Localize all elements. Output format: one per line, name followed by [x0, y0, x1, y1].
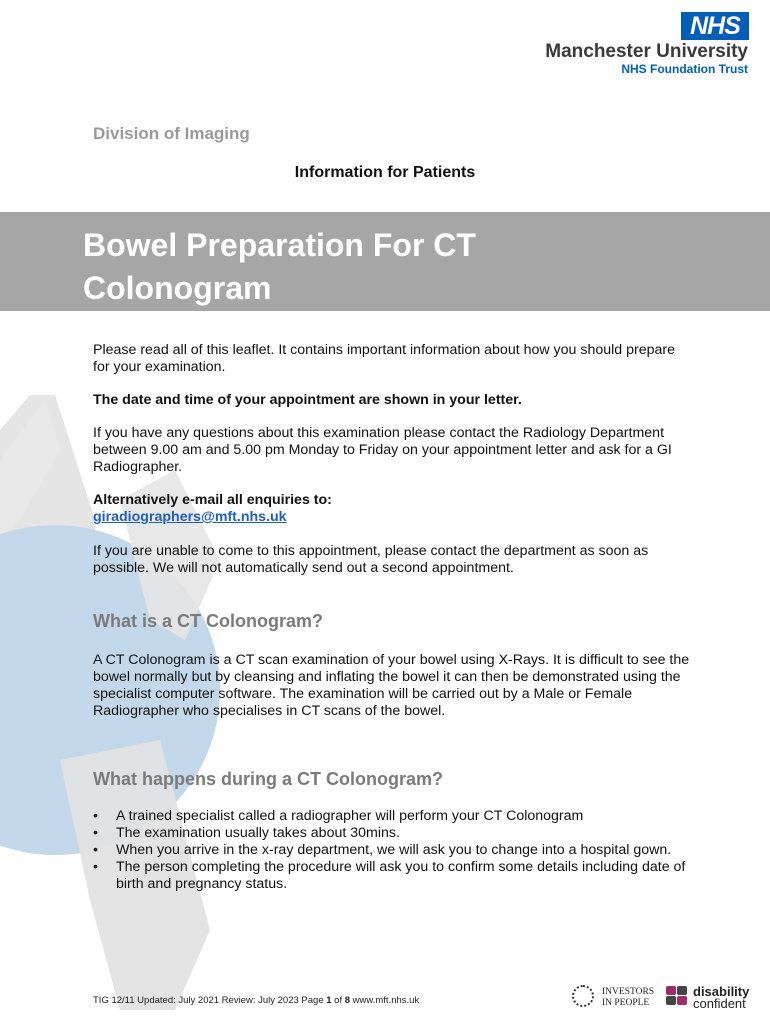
nhs-logo: NHS [681, 12, 749, 40]
appointment-note: The date and time of your appointment are shown in your letter. [93, 392, 522, 408]
list-item: • When you arrive in the x-ray department, we will ask you to change into a hospital gown. [93, 842, 693, 859]
disability-text: disability [693, 984, 750, 999]
division-label: Division of Imaging [93, 124, 250, 143]
email-link[interactable]: giradiographers@mft.nhs.uk [93, 509, 287, 525]
footer-url: www.mft.nhs.uk [350, 995, 420, 1006]
intro-paragraph: Please read all of this leaflet. It contains important information about how you should prepare for your examination. [93, 342, 676, 375]
procedure-list [93, 808, 693, 893]
page-title-line1: Bowel Preparation For CT [83, 227, 476, 263]
disability-confident-logo [666, 984, 750, 1010]
contact-paragraph: If you have any questions about this examination please contact the Radiology Department between 9.00 am and 5.00 pm Monday to Friday on your appointment letter and ask for a GI Radiographer. [93, 425, 672, 475]
footer-ref: TIG 12/11 Updated: July 2021 Review: July 2023 Page [93, 995, 327, 1006]
org-subtitle: NHS Foundation Trust [621, 62, 748, 76]
page-title-line2: Colonogram [83, 270, 272, 306]
list-item: • A trained specialist called a radiographer will perform your CT Colonogram [93, 808, 693, 825]
disability-confident-icon [666, 986, 688, 1006]
email-block [93, 492, 693, 526]
footer-total: 8 [344, 995, 351, 1006]
investors-line2: IN PEOPLE [602, 998, 650, 1008]
confident-text: confident [693, 996, 746, 1011]
section-heading-what-happens: What happens during a CT Colonogram? [93, 769, 443, 789]
investors-text [602, 987, 654, 1009]
org-name: Manchester University [545, 41, 748, 62]
cancellation-paragraph: If you are unable to come to this appointment, please contact the department as soon as possible. We will not automatically send out a second appointment. [93, 543, 649, 576]
footer-reference [93, 995, 419, 1006]
investors-line1: INVESTORS [602, 987, 655, 997]
info-for-patients: Information for Patients [294, 164, 476, 181]
footer-of: of [331, 995, 345, 1006]
page-title [83, 224, 683, 310]
section-body-what-is: A CT Colonogram is a CT scan examination of your bowel using X-Rays. It is difficult to see the bowel normally but by cleansing and inflating the bowel it can then be demonstrated using the specialist computer software. The examination will be carried out by a Male or Female Radiographer who specialises in CT scans of the bowel. [93, 652, 690, 719]
investors-ring-icon [572, 985, 594, 1007]
list-item: • The person completing the procedure will ask you to confirm some details including date of birth and pregnancy status. [93, 859, 693, 893]
footer-page: 1 [326, 995, 332, 1006]
investors-in-people-logo [572, 984, 656, 1010]
list-item: • The examination usually takes about 30mins. [93, 825, 693, 842]
section-heading-what-is: What is a CT Colonogram? [93, 611, 324, 631]
email-intro: Alternatively e-mail all enquiries to: [93, 492, 332, 508]
